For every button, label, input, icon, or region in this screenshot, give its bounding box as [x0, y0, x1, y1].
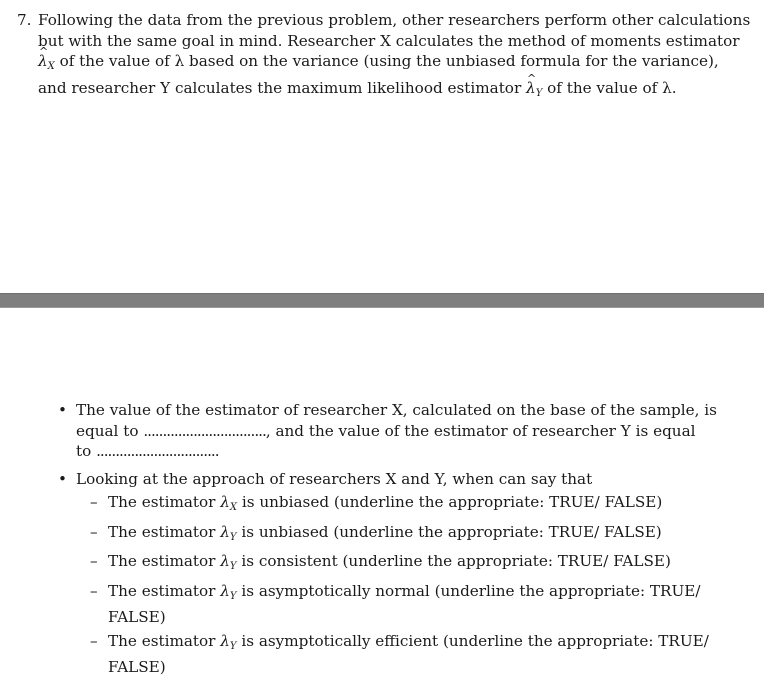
property-text-a: The estimator: [108, 581, 221, 600]
subscript-x: X: [47, 61, 55, 72]
answer-blank-y[interactable]: ................................: [96, 442, 219, 460]
dash-icon: –: [90, 631, 98, 650]
dash-icon: –: [90, 552, 98, 570]
bullet-icon: •: [58, 469, 67, 488]
subscript-y: Y: [535, 87, 543, 99]
questions-list: [58, 400, 717, 681]
answer-blank-x[interactable]: ................................: [143, 421, 266, 440]
property-text-a: The estimator: [108, 631, 221, 650]
question-properties: [58, 469, 708, 678]
q1-line-3-text: to: [76, 442, 97, 460]
property-item: [90, 492, 708, 519]
q1-line-2-text-b: , and the value of the estimator of researcher Y is equal: [265, 421, 696, 440]
property-line: [108, 492, 708, 519]
dash-icon: –: [90, 522, 98, 541]
problem-line-4: [17, 78, 707, 105]
lambda-y-hat: ^ λ: [526, 78, 536, 99]
lambda-symbol: λ: [220, 631, 230, 650]
page-divider-bar: [0, 293, 764, 308]
subscript: Y: [229, 531, 237, 543]
property-item: [90, 522, 708, 549]
bullet-icon: •: [58, 401, 67, 419]
q1-line-2: [76, 421, 708, 442]
problem-line-3-text: of the value of λ based on the variance (using the unbiased formula for the variance),: [54, 52, 719, 70]
question-estimator-values: [58, 400, 717, 462]
property-text-b: is consistent (underline the appropriate: TRUE/ FALSE): [236, 552, 671, 570]
subscript: Y: [229, 561, 237, 572]
property-line: [108, 551, 708, 578]
problem-line-2: but with the same goal in mind. Researcher X calculates the method of moments estimator: [38, 31, 740, 50]
property-item: [90, 631, 708, 678]
subscript: Y: [229, 640, 237, 652]
property-item: [90, 581, 708, 628]
problem-number: 7.: [17, 11, 32, 29]
q1-line-3: [76, 441, 708, 462]
lambda-symbol: λ: [220, 552, 230, 570]
q2-intro: Looking at the approach of researchers X and Y, when can say that: [76, 469, 593, 488]
lambda-symbol: λ: [220, 493, 230, 511]
q1-line-1: The value of the estimator of researcher X, calculated on the base of the sample, is: [76, 401, 717, 419]
property-text-b: is asymptotically normal (underline the appropriate: TRUE/: [236, 581, 701, 600]
lambda-symbol: λ: [220, 522, 230, 541]
problem-line-4-text-b: of the value of λ.: [542, 78, 677, 97]
subscript: X: [229, 502, 238, 513]
dash-icon: –: [90, 493, 98, 511]
problem-line-3: [17, 51, 719, 78]
property-line-continued: FALSE): [108, 608, 166, 626]
property-line: [108, 522, 708, 549]
property-line: [108, 631, 708, 658]
problem-line-1: Following the data from the previous problem, other researchers perform other calculations: [38, 11, 751, 29]
subscript: Y: [229, 590, 237, 602]
property-text-a: The estimator: [108, 552, 221, 570]
property-line: [108, 581, 708, 608]
property-text-a: The estimator: [108, 493, 221, 511]
property-text-b: is unbiased (underline the appropriate: TRUE/ FALSE): [237, 493, 663, 511]
lambda-symbol: λ: [220, 581, 230, 600]
property-item: [90, 551, 708, 578]
problem-statement: [17, 10, 751, 104]
property-text-b: is asymptotically efficient (underline the appropriate: TRUE/: [236, 631, 709, 650]
property-list: [76, 492, 708, 678]
property-line-continued: FALSE): [108, 658, 166, 676]
property-text-a: The estimator: [108, 522, 221, 541]
q1-line-2-text-a: equal to: [76, 421, 144, 440]
lambda-x-hat: ^ λ: [38, 51, 48, 72]
property-text-b: is unbiased (underline the appropriate: TRUE/ FALSE): [236, 522, 662, 541]
dash-icon: –: [90, 581, 98, 600]
problem-line-4-text-a: and researcher Y calculates the maximum likelihood estimator: [38, 78, 527, 97]
